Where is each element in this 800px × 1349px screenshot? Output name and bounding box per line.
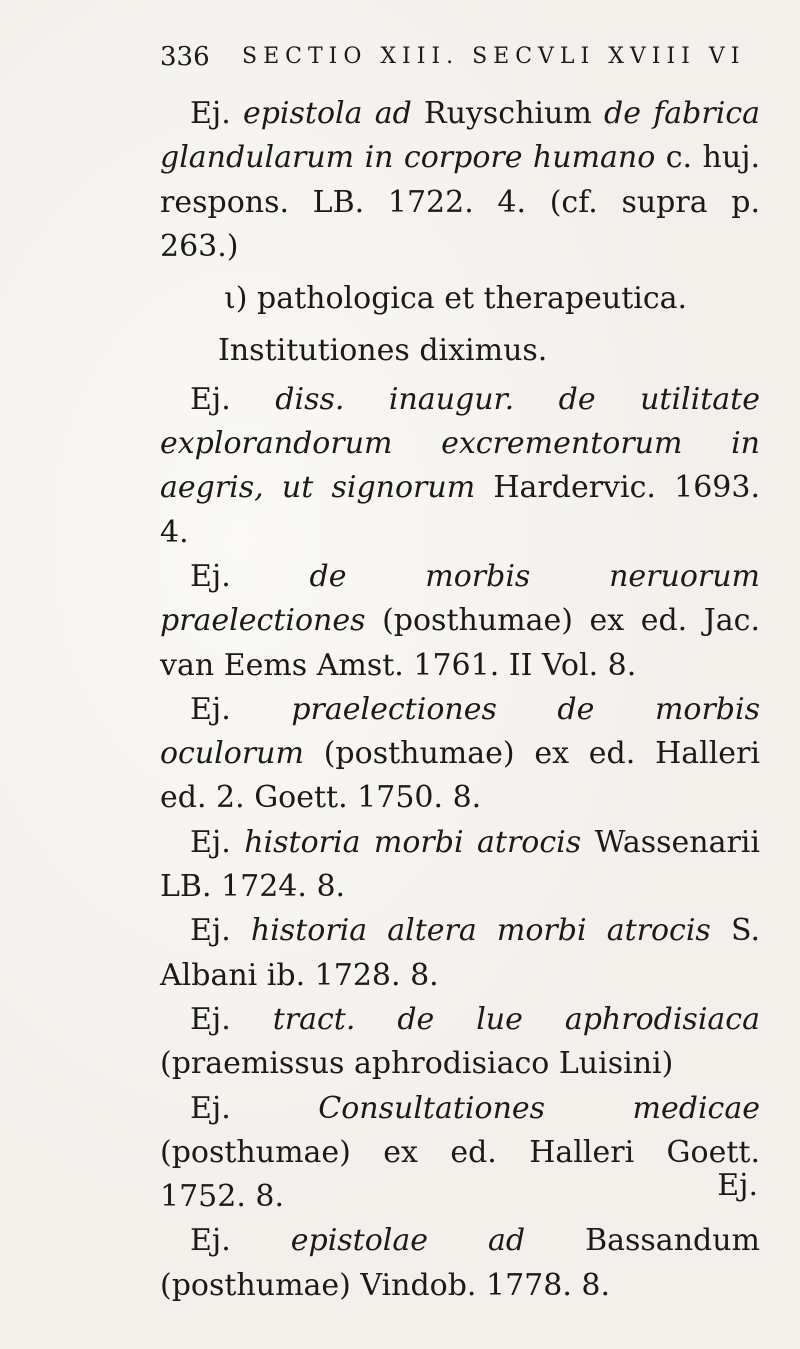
bibliography-entry bbox=[160, 688, 760, 821]
entry-title-italic: de fabrica glandularum in corpore humano bbox=[160, 96, 761, 176]
entry-title-italic: diss. inaugur. de utilitate explorandorum excrementorum in aegris, ut signorum bbox=[160, 381, 760, 506]
bibliography-entry bbox=[160, 821, 760, 910]
entry-lead: Ej. bbox=[190, 1090, 231, 1126]
entry-lead: Ej. bbox=[190, 824, 231, 860]
section-note: Institutiones diximus. bbox=[218, 333, 548, 369]
entry-title-italic: epistolae ad bbox=[290, 1223, 526, 1259]
entry-tail: S. Albani ib. 1728. 8. bbox=[160, 913, 760, 993]
page-number: 336 bbox=[160, 42, 210, 72]
entry-lead: Ej. bbox=[190, 558, 231, 594]
page-header bbox=[160, 38, 760, 78]
bibliography-entry bbox=[160, 378, 760, 555]
bibliography-entry bbox=[160, 1219, 760, 1308]
entry-tail: Hardervic. 1693. 4. bbox=[160, 470, 760, 550]
entry-title-italic: epistola ad bbox=[242, 96, 412, 131]
entry-tail: (posthumae) ex ed. Jac. van Eems Amst. 1761. II Vol. 8. bbox=[160, 603, 760, 683]
bibliography-entry bbox=[160, 909, 760, 998]
entry-lead: Ej. bbox=[190, 96, 231, 131]
section-heading: ι) pathologica et therapeutica. bbox=[224, 281, 688, 317]
entry-title-italic: tract. de lue aphrodisiaca bbox=[272, 1001, 760, 1037]
entry-tail: Bassandum (posthumae) Vindob. 1778. 8. bbox=[160, 1223, 760, 1303]
catchword: Ej. bbox=[717, 1168, 758, 1203]
running-head: SECTIO XIII. SECVLI XVIII VI bbox=[242, 44, 746, 69]
entry-lead: Ej. bbox=[190, 1001, 231, 1037]
entry-text: Ruyschium bbox=[411, 96, 605, 131]
entry-lead: Ej. bbox=[190, 381, 231, 417]
entry-title-italic: praelectiones de morbis oculorum bbox=[160, 691, 760, 772]
bibliography-entry bbox=[160, 92, 760, 269]
bibliography-entry bbox=[160, 998, 760, 1087]
entry-tail: (praemissus aphrodisiaco Luisini) bbox=[160, 1046, 674, 1082]
entry-title-italic: historia morbi atrocis bbox=[244, 824, 582, 860]
entry-lead: Ej. bbox=[190, 913, 231, 949]
entry-tail: (posthumae) ex ed. Halleri ed. 2. Goett. 1750. 8. bbox=[160, 736, 760, 816]
entry-title-italic: de morbis neruorum praelectiones bbox=[160, 558, 760, 639]
entry-tail: Wassenarii LB. 1724. 8. bbox=[160, 824, 760, 905]
entry-tail: c. huj. respons. LB. 1722. 4. (cf. supra p. 263.) bbox=[160, 140, 760, 264]
page-body bbox=[160, 92, 760, 1308]
entry-title-italic: Consultationes medicae bbox=[318, 1090, 760, 1126]
entry-lead: Ej. bbox=[190, 1223, 231, 1259]
entry-title-italic: historia altera morbi atrocis bbox=[250, 913, 711, 949]
entry-lead: Ej. bbox=[190, 691, 231, 727]
bibliography-entry bbox=[160, 555, 760, 688]
bibliography-entry bbox=[160, 1087, 760, 1220]
entry-tail: (posthumae) ex ed. Halleri Goett. 1752. 8. bbox=[160, 1134, 760, 1215]
